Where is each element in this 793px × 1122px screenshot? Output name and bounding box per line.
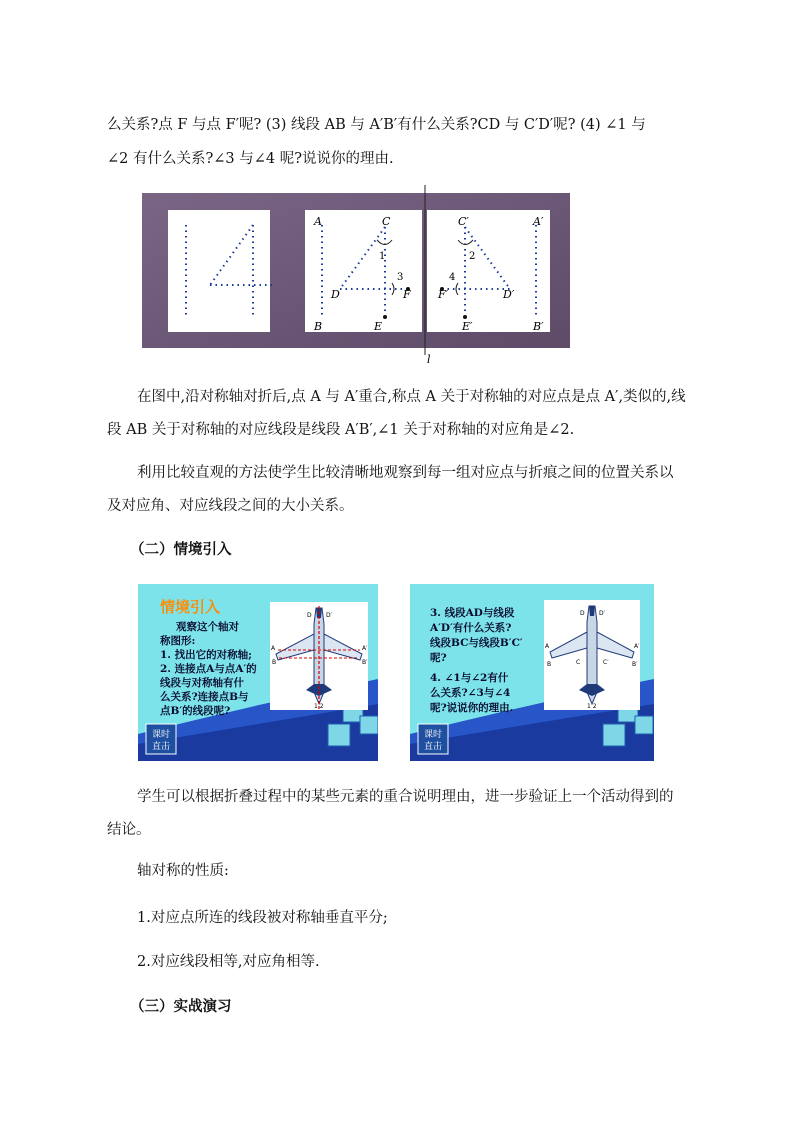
point-E [383,315,387,319]
slide-1-svg [138,584,378,761]
slide2-line5: 4. ∠1与∠2有什 [430,672,509,684]
label-B-prime: B′ [533,320,544,333]
label-C: C [382,215,391,228]
label-D-prime: D′ [503,288,515,301]
paragraph-reasoning: 学生可以根据折叠过程中的某些元素的重合说明理由，进一步验证上一个活动得到的结论。 [107,789,674,838]
plane2-label-Dp: D′ [599,610,605,617]
label-E-prime: E′ [462,320,473,333]
slide-questions [410,584,654,765]
section-title-2: （二）情境引入 [130,541,232,558]
intro-line-1: 么关系?点 F 与点 F′呢? (3) 线段 AB 与 A′B′有什么关系?CD 与 C′D′呢? (4) ∠1 与 [107,117,646,133]
slide-2-svg [410,584,654,761]
slide1-line1: 观察这个轴对 [176,621,239,633]
point-E-prime [463,315,467,319]
slide-logo-text-2: 直击 [151,742,171,752]
slide2-line2: A′D′有什么关系? [430,622,512,634]
slide1-line5: 线段与对称轴有什 [160,677,244,689]
label-A: A [314,215,322,228]
plane2-label-B: B [547,661,552,668]
slide2-logo-text-1: 课时 [423,730,443,740]
plane-label-B: B [272,659,277,666]
property-2: 2.对应线段相等,对应角相等. [137,954,320,970]
plane-label-A: A [271,645,276,652]
label-B: B [314,320,323,333]
slide2-logo-text-2: 直击 [423,742,443,752]
plane2-label-Bp: B′ [632,661,638,668]
slide1-line4: 2. 连接点A与点A′的 [160,663,257,675]
label-F-prime: F′ [438,288,449,301]
plane-label-D: D [307,612,312,619]
slide2-line3: 线段BC与线段B′C′ [430,637,523,649]
fold-figure [140,185,575,369]
label-angle-4: 4 [449,272,456,283]
axis-label: l [427,353,431,365]
plane-label-Bp: B′ [362,659,368,666]
label-D: D [331,288,340,301]
slide1-line6: 么关系?连接点B与 [160,691,249,703]
slide1-line2: 称图形: [160,635,196,647]
slide1-line7: 点B′的线段呢? [160,705,231,717]
plane-label-Dp: D′ [326,612,332,619]
plane2-label-C: C [576,659,581,666]
slide2-line7: 呢?说说你的理由. [430,702,514,714]
plane2-label-n: 1 2 [587,703,597,710]
plane2-label-D: D [580,610,585,617]
label-F: F [403,288,411,301]
label-angle-3: 3 [397,272,404,283]
paragraph-correspondence: 在图中,沿对称轴对折后,点 A 与 A′重合,称点 A 关于对称轴的对应点是点 A′,类似的,线段 AB 关于对称轴的对应线段是线段 A′B′,∠1 关于对称轴的对应角是∠2. [107,389,686,438]
property-title: 轴对称的性质: [137,863,229,879]
label-E: E [374,320,383,333]
panel-left [168,210,270,332]
plane-label-n: 1 2 [314,703,324,710]
section-title-3: （三）实战演习 [130,998,232,1015]
fold-figure-svg [140,185,575,365]
plane2-label-A: A [545,643,550,650]
label-angle-2: 2 [469,251,476,262]
label-C-prime: C′ [458,215,469,228]
property-1: 1.对应点所连的线段被对称轴垂直平分; [137,910,388,926]
slide2-line1: 3. 线段AD与线段 [430,607,515,619]
slide2-line4: 呢? [430,652,447,664]
label-angle-1: 1 [379,251,386,262]
slide-logo-text-1: 课时 [151,730,171,740]
plane-label-Ap: A′ [362,645,368,652]
paragraph-observation: 利用比较直观的方法使学生比较清晰地观察到每一组对应点与折痕之间的位置关系以及对应角、对应线段之间的大小关系。 [107,465,674,514]
plane2-label-Ap: A′ [634,643,640,650]
slide-title: 情境引入 [160,598,221,616]
label-A-prime: A′ [533,215,544,228]
plane2-label-Cp: C′ [603,659,609,666]
panel-right [427,210,550,332]
slide-situation-intro [138,584,378,765]
slide1-line3: 1. 找出它的对称轴; [160,649,252,661]
intro-line-2: ∠2 有什么关系?∠3 与∠4 呢?说说你的理由. [107,151,394,167]
slide2-line6: 么关系?∠3与∠4 [430,687,511,699]
